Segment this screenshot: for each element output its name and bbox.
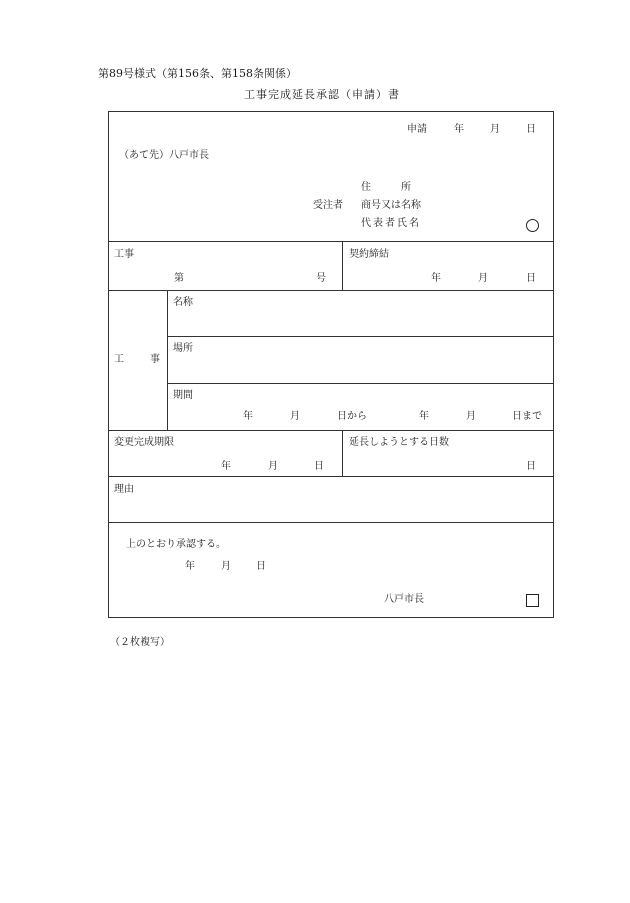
number-suffix: 号 (316, 273, 326, 284)
application-day: 日 (526, 124, 536, 135)
document-title: 工事完成延長承認（申請）書 (244, 88, 400, 101)
approval-month: 月 (221, 561, 231, 572)
addressee: （あて先）八戸市長 (119, 150, 209, 161)
approval-day: 日 (256, 561, 266, 572)
work-side-label-2: 事 (150, 354, 160, 365)
period-from-day: 日から (337, 411, 367, 422)
copies-note: （２枚複写） (110, 637, 170, 648)
mayor-label: 八戸市長 (384, 594, 424, 605)
divider (109, 241, 553, 242)
application-form (108, 111, 554, 618)
period-from-month: 月 (290, 411, 300, 422)
divider (109, 522, 553, 523)
extension-days-unit: 日 (526, 461, 536, 472)
work-period-label: 期間 (173, 390, 193, 401)
company-label: 商号又は名称 (361, 200, 421, 211)
representative-label: 代表者氏名 (361, 218, 421, 229)
divider (167, 290, 168, 430)
work-side-label-1: 工 (114, 354, 124, 365)
divider (167, 383, 553, 384)
new-deadline-label: 変更完成期限 (114, 437, 174, 448)
contract-year: 年 (431, 273, 441, 284)
application-month: 月 (490, 124, 500, 135)
divider (342, 241, 343, 290)
application-year: 年 (454, 124, 464, 135)
deadline-month: 月 (268, 461, 278, 472)
period-to-month: 月 (466, 411, 476, 422)
construction-label: 工事 (114, 249, 134, 260)
contract-date-label: 契約締結 (349, 249, 389, 260)
deadline-day: 日 (314, 461, 324, 472)
approval-text: 上のとおり承認する。 (126, 539, 226, 550)
period-to-year: 年 (419, 411, 429, 422)
period-from-year: 年 (243, 411, 253, 422)
contract-day: 日 (526, 273, 536, 284)
divider (342, 430, 343, 476)
address-label: 住 所 (361, 182, 411, 193)
work-place-label: 場所 (173, 343, 193, 354)
number-prefix: 第 (174, 273, 184, 284)
divider (167, 336, 553, 337)
approval-year: 年 (185, 561, 195, 572)
work-name-label: 名称 (173, 297, 193, 308)
form-number: 第89号様式（第156条、第158条関係） (98, 67, 297, 80)
divider (109, 290, 553, 291)
divider (109, 430, 553, 431)
deadline-year: 年 (221, 461, 231, 472)
extension-days-label: 延長しようとする日数 (349, 437, 449, 448)
contract-month: 月 (478, 273, 488, 284)
period-to-day: 日まで (512, 411, 542, 422)
seal-icon (526, 219, 539, 232)
reason-label: 理由 (114, 484, 134, 495)
contractor-label: 受注者 (313, 200, 343, 211)
divider (109, 476, 553, 477)
official-seal-icon (526, 594, 539, 607)
application-label: 申請 (407, 124, 427, 135)
